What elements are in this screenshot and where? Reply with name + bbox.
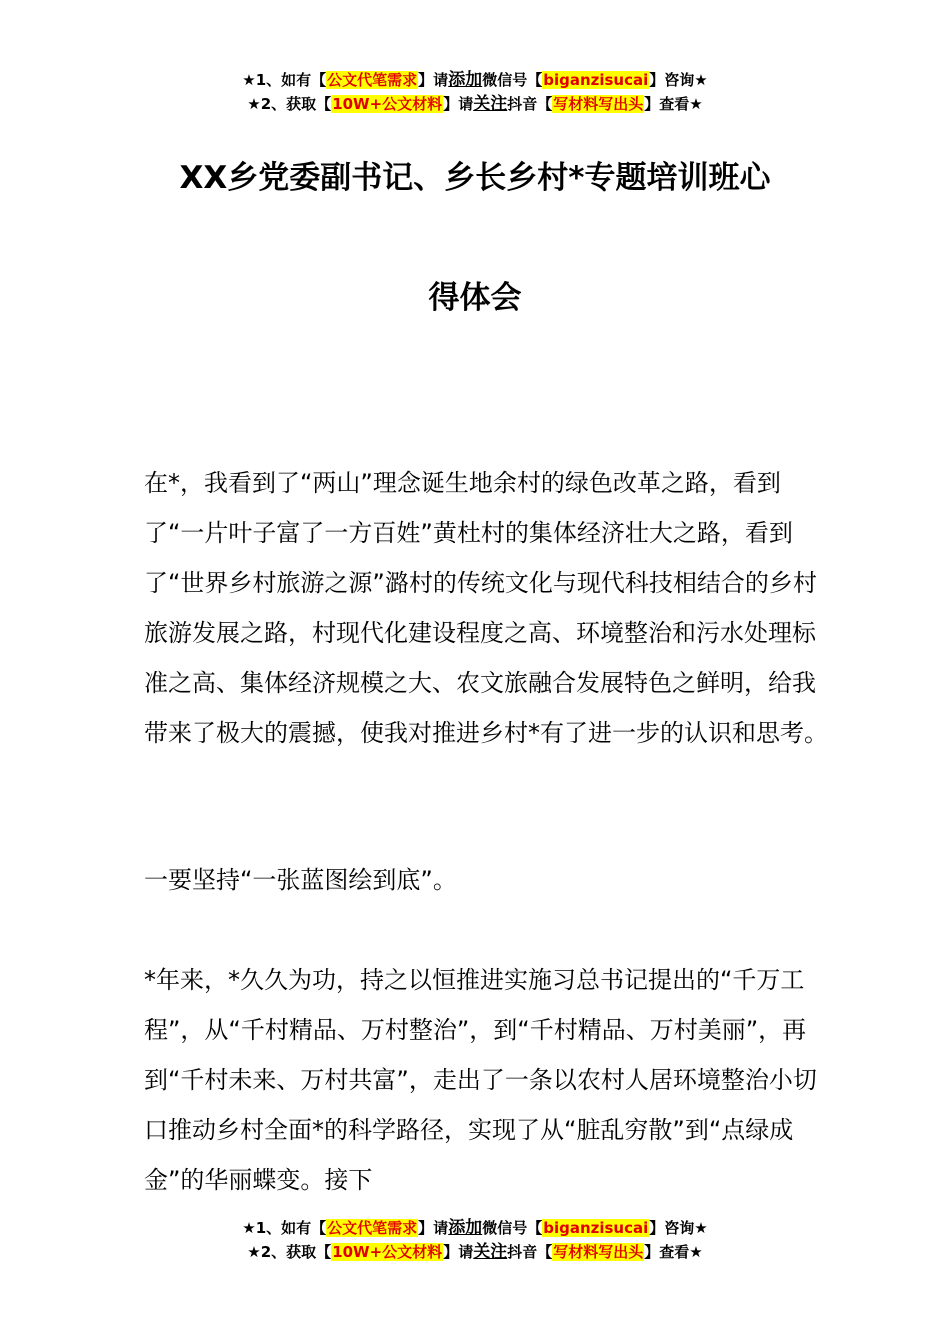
banner-douyin-id: 写材料写出头 xyxy=(553,1243,644,1261)
banner-text: 微信号【 xyxy=(482,1219,543,1237)
banner-line-2 xyxy=(0,92,950,116)
banner-wechat-id: biganzisucai xyxy=(543,71,649,89)
banner-text: ★1、如有【 xyxy=(242,1219,327,1237)
banner-line-2 xyxy=(0,1240,950,1264)
banner-highlight: 10W+公文材料 xyxy=(332,1243,443,1261)
body-paragraph-1: 在*，我看到了“两山”理念诞生地余村的绿色改革之路，看到了“一片叶子富了一方百姓”黄杜村的集体经济壮大之路，看到了“世界乡村旅游之源”潞村的传统文化与现代科技相结合的乡村旅游发展之路，村现代化建设程度之高、环境整治和污水处理标准之高、集体经济规模之大、农文旅融合发展特色之鲜明，给我带来了极大的震撼，使我对推进乡村*有了进一步的认识和思考。 xyxy=(144,469,828,747)
banner-emphasis: 关注 xyxy=(473,94,508,114)
banner-wechat-id: biganzisucai xyxy=(543,1219,649,1237)
banner-text: ★2、获取【 xyxy=(247,95,332,113)
banner-emphasis: 添加 xyxy=(448,70,483,90)
banner-text: 】咨询★ xyxy=(649,1219,708,1237)
banner-emphasis: 关注 xyxy=(473,1242,508,1262)
banner-text: 】请 xyxy=(443,1243,474,1261)
banner-emphasis: 添加 xyxy=(448,1218,483,1238)
banner-line-1 xyxy=(0,68,950,92)
section-heading: 一要坚持“一张蓝图绘到底”。 xyxy=(144,866,457,894)
banner-highlight: 公文代笔需求 xyxy=(327,71,418,89)
banner-text: 微信号【 xyxy=(482,71,543,89)
document-title-line-2: 得体会 xyxy=(428,280,522,316)
banner-highlight: 10W+公文材料 xyxy=(332,95,443,113)
banner-text: ★2、获取【 xyxy=(247,1243,332,1261)
header-banner xyxy=(0,68,950,116)
document-title-line-1: XX乡党委副书记、乡长乡村*专题培训班心 xyxy=(179,160,771,196)
banner-text: ★1、如有【 xyxy=(242,71,327,89)
banner-text: 】请 xyxy=(418,1219,449,1237)
banner-line-1 xyxy=(0,1216,950,1240)
banner-text: 抖音【 xyxy=(507,95,553,113)
banner-text: 】查看★ xyxy=(644,1243,703,1261)
banner-text: 】请 xyxy=(443,95,474,113)
banner-text: 】咨询★ xyxy=(649,71,708,89)
banner-douyin-id: 写材料写出头 xyxy=(553,95,644,113)
banner-text: 】请 xyxy=(418,71,449,89)
footer-banner xyxy=(0,1216,950,1264)
banner-highlight: 公文代笔需求 xyxy=(327,1219,418,1237)
banner-text: 抖音【 xyxy=(507,1243,553,1261)
body-paragraph-2: *年来，*久久为功，持之以恒推进实施习总书记提出的“千万工程”，从“千村精品、万村整治”，到“千村精品、万村美丽”，再到“千村未来、万村共富”，走出了一条以农村人居环境整治小切口推动乡村全面*的科学路径，实现了从“脏乱穷散”到“点绿成金”的华丽蝶变。接下 xyxy=(144,966,817,1194)
banner-text: 】查看★ xyxy=(644,95,703,113)
